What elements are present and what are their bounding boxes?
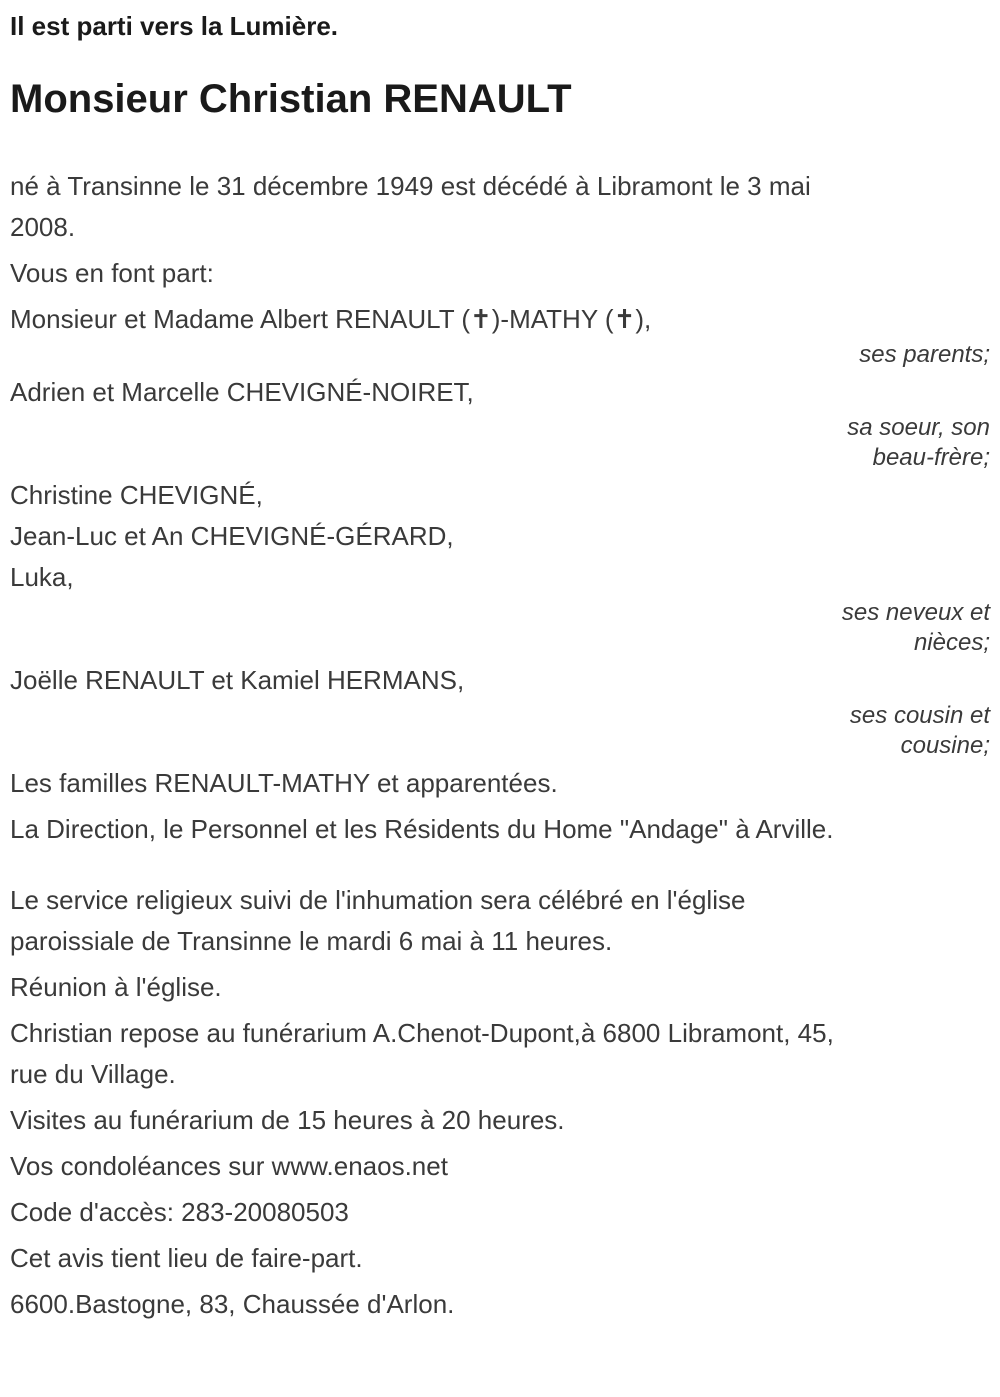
funeral-home-address: 6600.Bastogne, 83, Chaussée d'Arlon.: [10, 1289, 455, 1319]
mourner-relation: [10, 340, 990, 370]
access-code-line: Code d'accès: 283-20080503: [10, 1197, 349, 1227]
mourner-group-parents: [10, 299, 990, 370]
life-dates: [10, 166, 990, 248]
mourner-name: Monsieur et Madame Albert RENAULT (✝)-MATHY (✝),: [10, 304, 652, 334]
mourner-relation: [10, 598, 990, 658]
deceased-name: Monsieur Christian RENAULT: [10, 77, 572, 121]
mourner-name: Adrien et Marcelle CHEVIGNÉ-NOIRET,: [10, 377, 474, 407]
mourner-relation: [10, 413, 990, 473]
mourner-group-nephews: [10, 475, 990, 658]
faire-part-line: Cet avis tient lieu de faire-part.: [10, 1243, 363, 1273]
service-info: [10, 880, 990, 962]
relation-line: cousine;: [900, 732, 990, 759]
relation-line: sa soeur, son: [847, 414, 990, 441]
relation-line: beau-frère;: [872, 444, 990, 471]
mourner-name: Joëlle RENAULT et Kamiel HERMANS,: [10, 665, 465, 695]
relation-line: ses parents;: [859, 341, 990, 368]
repose-info: [10, 1013, 990, 1095]
relation-line: nièces;: [913, 629, 990, 656]
service-line: Le service religieux suivi de l'inhumation sera célébré en l'église: [10, 885, 746, 915]
mourner-name: Luka,: [10, 562, 74, 592]
life-dates-line: né à Transinne le 31 décembre 1949 est décédé à Libramont le 3 mai: [10, 171, 811, 201]
relation-line: ses neveux et: [841, 599, 990, 626]
epitaph: Il est parti vers la Lumière.: [10, 11, 339, 41]
mourner-group-cousins: [10, 660, 990, 761]
institution-line: La Direction, le Personnel et les Résidents du Home "Andage" à Arville.: [10, 814, 834, 844]
service-line: paroissiale de Transinne le mardi 6 mai à 11 heures.: [10, 926, 613, 956]
repose-line: Christian repose au funérarium A.Chenot-Dupont,à 6800 Libramont, 45,: [10, 1018, 834, 1048]
repose-line: rue du Village.: [10, 1059, 176, 1089]
life-dates-line: 2008.: [10, 212, 76, 242]
announcement-intro: Vous en font part:: [10, 258, 214, 288]
gathering-line: Réunion à l'église.: [10, 972, 222, 1002]
mourner-name: Christine CHEVIGNÉ,: [10, 480, 263, 510]
mourner-relation: [10, 701, 990, 761]
relation-line: ses cousin et: [849, 702, 990, 729]
visits-line: Visites au funérarium de 15 heures à 20 heures.: [10, 1105, 565, 1135]
mourner-name: Jean-Luc et An CHEVIGNÉ-GÉRARD,: [10, 521, 454, 551]
condolences-line: Vos condoléances sur www.enaos.net: [10, 1151, 448, 1181]
families-line: Les familles RENAULT-MATHY et apparentées.: [10, 768, 558, 798]
mourner-group-sister: [10, 372, 990, 473]
